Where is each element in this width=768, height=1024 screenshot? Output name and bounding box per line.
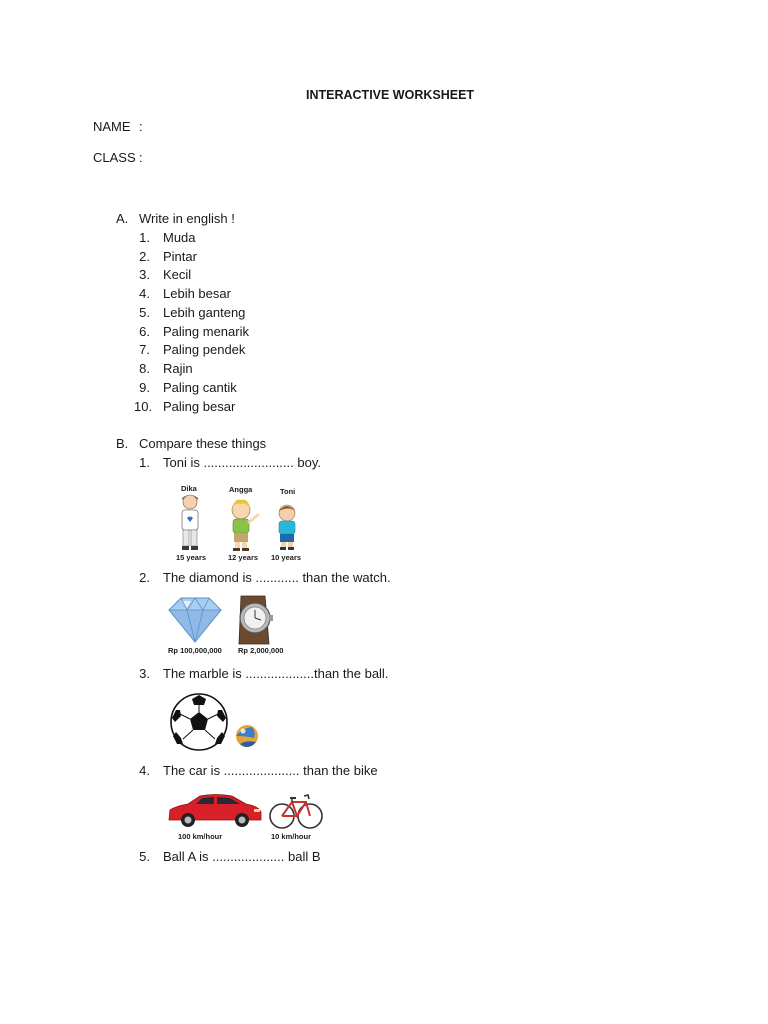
page-title: INTERACTIVE WORKSHEET <box>306 88 475 102</box>
ball-marble-illustration <box>168 692 264 752</box>
section-a-letter: A. <box>116 211 129 226</box>
diamond-shape <box>169 598 221 642</box>
kids-picture <box>168 482 308 564</box>
ball-marble-picture <box>168 692 264 752</box>
kid-age-angga: 12 years <box>228 553 259 562</box>
kid-name-toni: Toni <box>280 487 296 496</box>
diamond-watch-picture <box>165 594 285 658</box>
section-a-heading: Write in english ! <box>139 211 235 226</box>
price-watch: Rp 2,000,000 <box>238 646 284 655</box>
kid-age-dika: 15 years <box>176 553 207 562</box>
price-diamond: Rp 100,000,000 <box>168 646 222 655</box>
diamond-watch-illustration <box>165 594 285 648</box>
speed-bike: 10 km/hour <box>271 832 312 841</box>
name-label: NAME <box>93 119 131 134</box>
car-bike-illustration <box>166 790 326 832</box>
kid-name-dika: Dika <box>181 484 197 493</box>
section-b-letter: B. <box>116 436 129 451</box>
car-bike-picture <box>166 790 326 844</box>
section-b-heading: Compare these things <box>139 436 267 451</box>
kid-dika-figure <box>182 495 198 550</box>
car-shape <box>169 795 261 828</box>
marble-shape <box>236 725 258 747</box>
speed-car: 100 km/hour <box>178 832 223 841</box>
kid-angga-figure <box>232 500 258 551</box>
class-label: CLASS <box>93 150 136 165</box>
soccer-ball-shape <box>171 694 227 750</box>
kid-name-angga: Angga <box>229 485 253 494</box>
kid-age-toni: 10 years <box>271 553 302 562</box>
class-colon: : <box>139 150 143 165</box>
name-colon: : <box>139 119 143 134</box>
kid-toni-figure <box>279 505 295 550</box>
watch-shape <box>239 596 273 644</box>
kids-illustration <box>168 482 308 564</box>
bike-shape <box>270 795 322 828</box>
